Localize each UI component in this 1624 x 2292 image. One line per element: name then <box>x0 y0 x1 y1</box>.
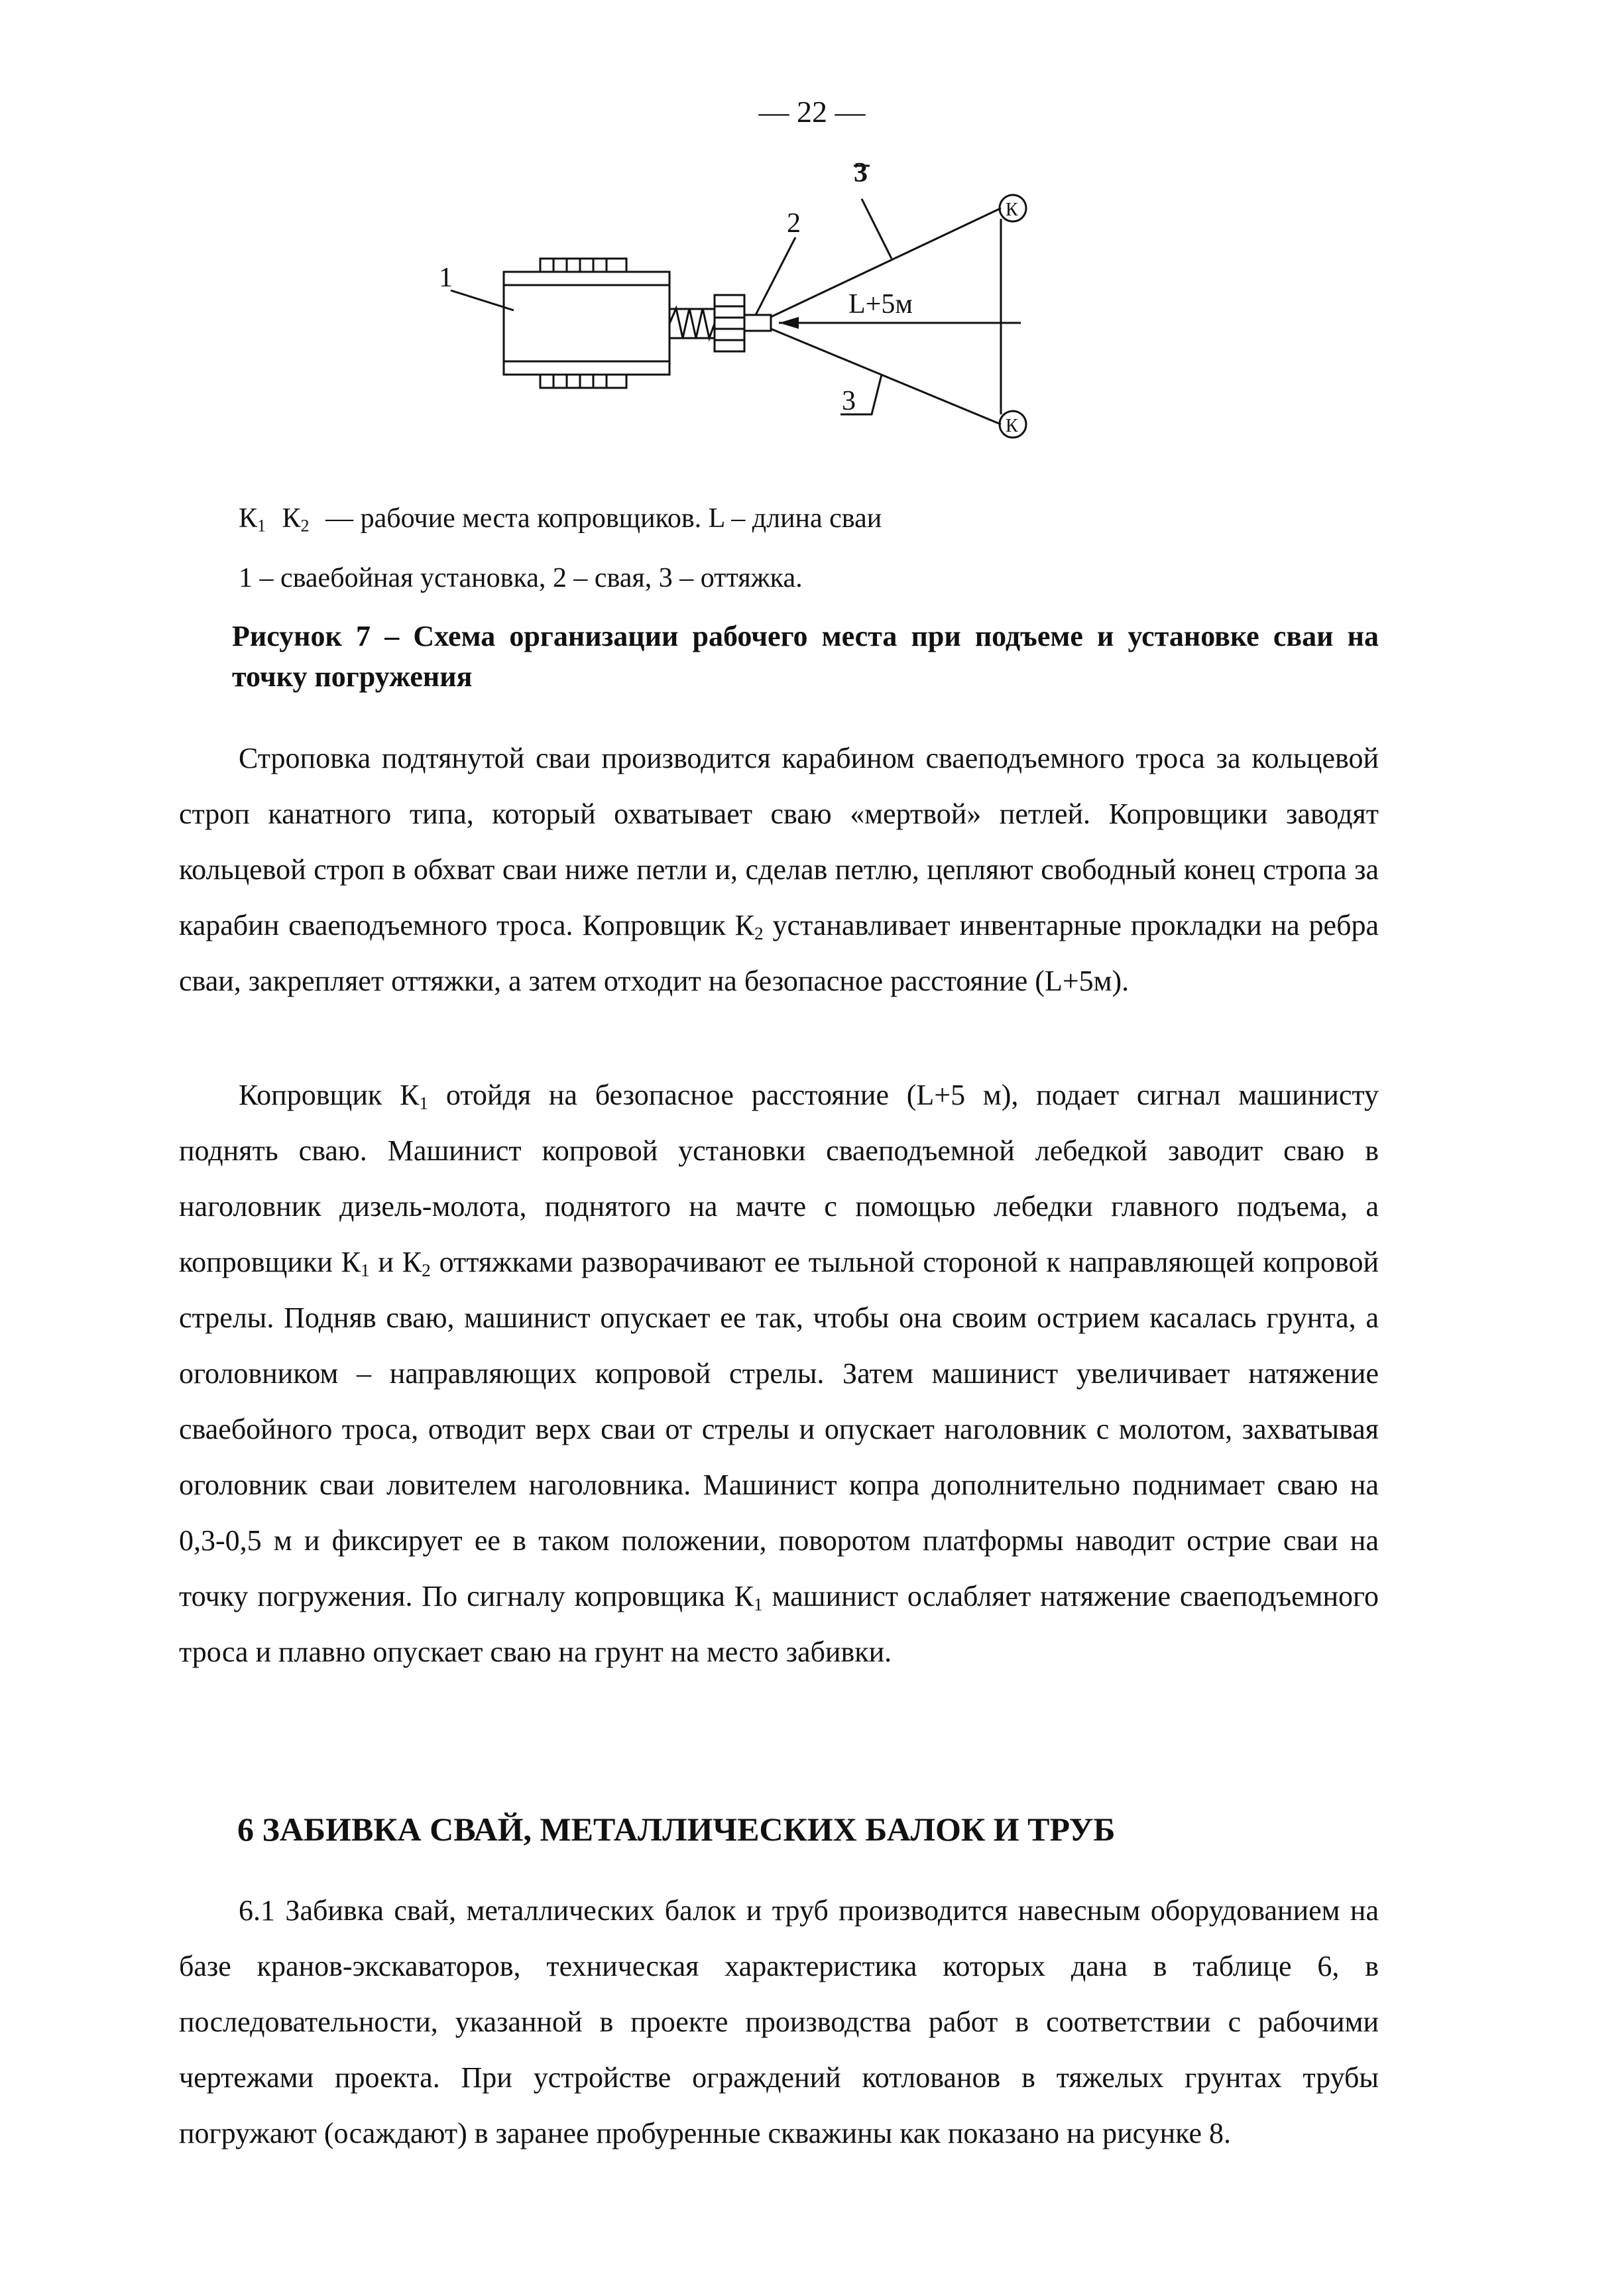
paragraph-3: 6.1 Забивка свай, металлических балок и труб производится навесным оборудованием на базе кранов-экскаваторов, техническая характеристика которых дана в таблице 6, в последовательности, указанной в проекте производства работ в соответствии с рабочими чертежами проекта. При устройстве ограждений котлованов в тяжелых грунтах трубы погружают (осаждают) в заранее пробуренные скважины как показано на рисунке 8. <box>179 1894 1379 2149</box>
label-3-bottom: 3 <box>842 386 856 416</box>
legend-line-2: 1 – сваебойная установка, 2 – свая, 3 – оттяжка. <box>239 563 803 593</box>
label-k-top: К <box>1006 200 1018 220</box>
pile <box>744 315 771 331</box>
figure-caption: Рисунок 7 – Схема организации рабочего места при подъеме и установке сваи на точку погружения <box>232 620 1379 693</box>
guy-line-bottom <box>771 329 1001 424</box>
page-number: — 22 — <box>758 95 866 129</box>
figure-7-diagram <box>398 152 1061 471</box>
label-2: 2 <box>787 208 801 239</box>
label-1: 1 <box>439 263 453 293</box>
legend-line-1: $К_1$ $К_2$ — рабочие места копровщиков. L – длина сваи <box>239 503 882 536</box>
paragraph-2: Копровщик $К_1$ отойдя на безопасное расстояние (L+5 м), подает сигнал машинисту поднять сваю. Машинист копровой установки сваеподъемной лебедкой заводит сваю в наголовник дизель-молота, поднятого на мачте с помощью лебедки главного подъема, а копровщики $К_1$ и $К_2$ оттяжками разворачивают ее тыльной стороной к направляющей копровой стрелы. Подняв сваю, машинист опускает ее так, чтобы она своим острием касалась грунта, а оголовником – направляющих копровой стрелы. Затем машинист увеличивает натяжение сваебойного троса, отводит верх сваи от стрелы и опускает наголовник с молотом, захватывая оголовник сваи ловителем наголовника. Машинист копра дополнительно поднимает сваю на 0,3-0,5 м и фиксирует ее в таком положении, поворотом платформы наводит острие сваи на точку погружения. По сигналу копровщика $К_1$ машинист ослабляет натяжение сваеподъемного троса и плавно опускает сваю на грунт на место забивки. <box>179 1079 1379 1668</box>
paragraph-1: Строповка подтянутой сваи производится карабином сваеподъемного троса за кольцевой строп канатного типа, который охватывает сваю «мертвой» петлей. Копровщики заводят кольцевой строп в обхват сваи ниже петли и, сделав петлю, цепляют свободный конец стропа за карабин сваеподъемного троса. Копровщик $К_2$ устанавливает инвентарные прокладки на ребра сваи, закрепляет оттяжки, а затем отходит на безопасное расстояние (L+5м). <box>179 742 1379 997</box>
section-heading: 6 ЗАБИВКА СВАЙ, МЕТАЛЛИЧЕСКИХ БАЛОК И ТРУБ <box>237 1811 1116 1848</box>
label-k-bottom: К <box>1006 416 1018 436</box>
arrow-head <box>779 317 799 329</box>
label-distance: L+5м <box>848 289 913 320</box>
hammer-head <box>715 295 744 351</box>
spring <box>669 308 715 338</box>
pile-driver-body <box>504 272 669 375</box>
label-3-top: 3 <box>854 158 868 188</box>
